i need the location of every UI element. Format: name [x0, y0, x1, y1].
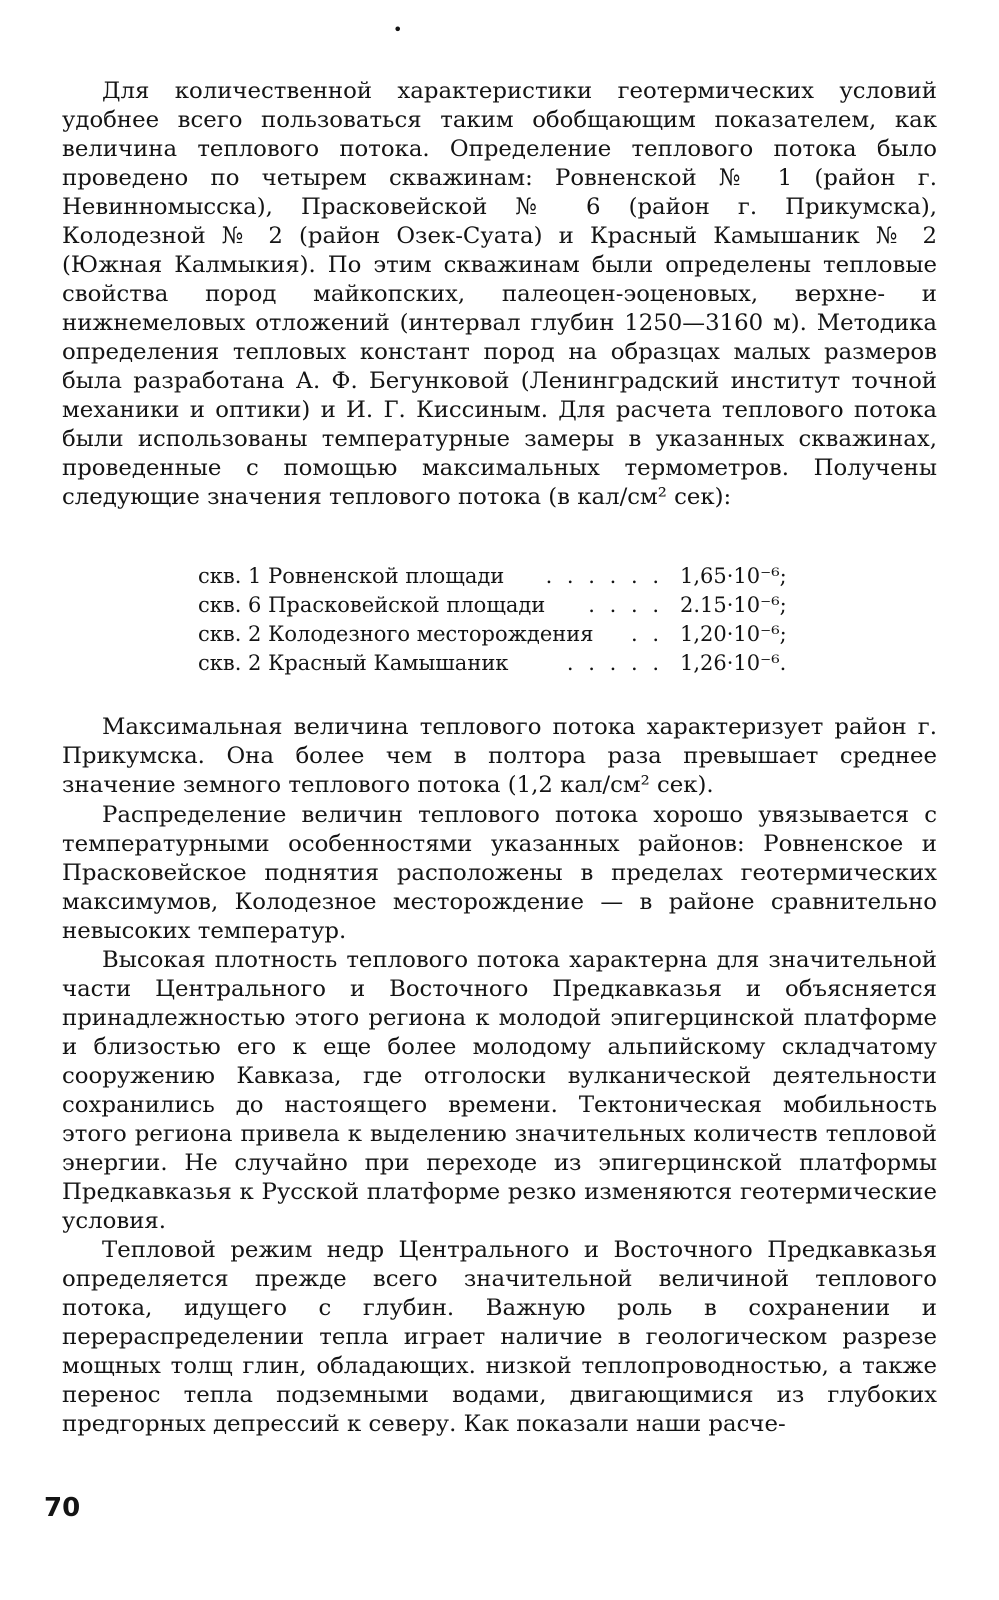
table-row: [198, 620, 838, 649]
paragraph-1-block: [62, 77, 937, 512]
row-value: 1,65·10⁻⁶;: [680, 564, 787, 588]
paragraph-1: Для количественной характеристики геотермических условий удобнее всего пользоваться таким обобщающим показателем, как величина теплового потока. Определение теплового потока было проведено по четырем скважинам: Ровненской № 1 (район г. Невинномысска), Прасковейской № 6 (район г. Прикумска), Колодезной № 2 (район Озек-Суата) и Красный Камышаник № 2 (Южная Калмыкия). По этим скважинам были определены тепловые свойства пород майкопских, палеоцен-эоценовых, верхне- и нижнемеловых отложений (интервал глубин 1250—3160 м). Методика определения тепловых констант пород на образцах малых размеров была разработана А. Ф. Бегунковой (Ленинградский институт точной механики и оптики) и И. Г. Киссиным. Для расчета теплового потока были использованы температурные замеры в указанных скважинах, проведенные с помощью максимальных термометров. Получены следующие значения теплового потока (в кал/см² сек):: [62, 78, 937, 510]
paragraph-3-block: [62, 801, 937, 946]
row-value: 1,26·10⁻⁶.: [680, 651, 787, 675]
row-label: скв. 1 Ровненской площади: [198, 564, 505, 588]
row-label: скв. 2 Колодезного месторождения: [198, 622, 594, 646]
table-row: [198, 591, 838, 620]
paragraph-5-block: [62, 1236, 937, 1439]
page-number: 70: [44, 1493, 81, 1523]
paragraph-5: Тепловой режим недр Центрального и Восточного Предкавказья определяется прежде всего значительной величиной теплового потока, идущего с глубин. Важную роль в сохранении и перераспределении тепла играет наличие в геологическом разрезе мощных толщ глин, обладающих. низкой теплопроводностью, а также перенос тепла подземными водами, двигающимися из глубоких предгорных депрессий к северу. Как показали наши расче-: [62, 1237, 937, 1437]
row-leader-dots: . . . . . .: [545, 564, 663, 588]
print-mark: •: [393, 20, 403, 39]
paragraph-2: Максимальная величина теплового потока характеризует район г. Прикумска. Она более чем в полтора раза превышает среднее значение земного теплового потока (1,2 кал/см² сек).: [62, 714, 937, 798]
table-row: [198, 562, 838, 591]
row-leader-dots: . .: [630, 622, 663, 646]
row-value: 2.15·10⁻⁶;: [680, 593, 787, 617]
paragraph-4: Высокая плотность теплового потока характерна для значительной части Центрального и Восточного Предкавказья и объясняется принадлежностью этого региона к молодой эпигерцинской платформе и близостью его к еще более молодому альпийскому складчатому сооружению Кавказа, где отголоски вулканической деятельности сохранились до настоящего времени. Тектоническая мобильность этого региона привела к выделению значительных количеств тепловой энергии. Не случайно при переходе из эпигерцинской платформы Предкавказья к Русской платформе резко изменяются геотермические условия.: [62, 947, 937, 1234]
row-label: скв. 2 Красный Камышаник: [198, 651, 509, 675]
paragraph-4-block: [62, 946, 937, 1236]
row-leader-dots: . . . . .: [566, 651, 663, 675]
heat-flow-table: [198, 562, 838, 678]
table-row: [198, 649, 838, 678]
paragraph-2-block: [62, 713, 937, 800]
row-leader-dots: . . . .: [588, 593, 663, 617]
row-label: скв. 6 Прасковейской площади: [198, 593, 546, 617]
paragraph-3: Распределение величин теплового потока хорошо увязывается с температурными особенностями указанных районов: Ровненское и Прасковейское поднятия расположены в пределах геотермических максимумов, Колодезное месторождение — в районе сравнительно невысоких температур.: [62, 802, 937, 944]
row-value: 1,20·10⁻⁶;: [680, 622, 787, 646]
